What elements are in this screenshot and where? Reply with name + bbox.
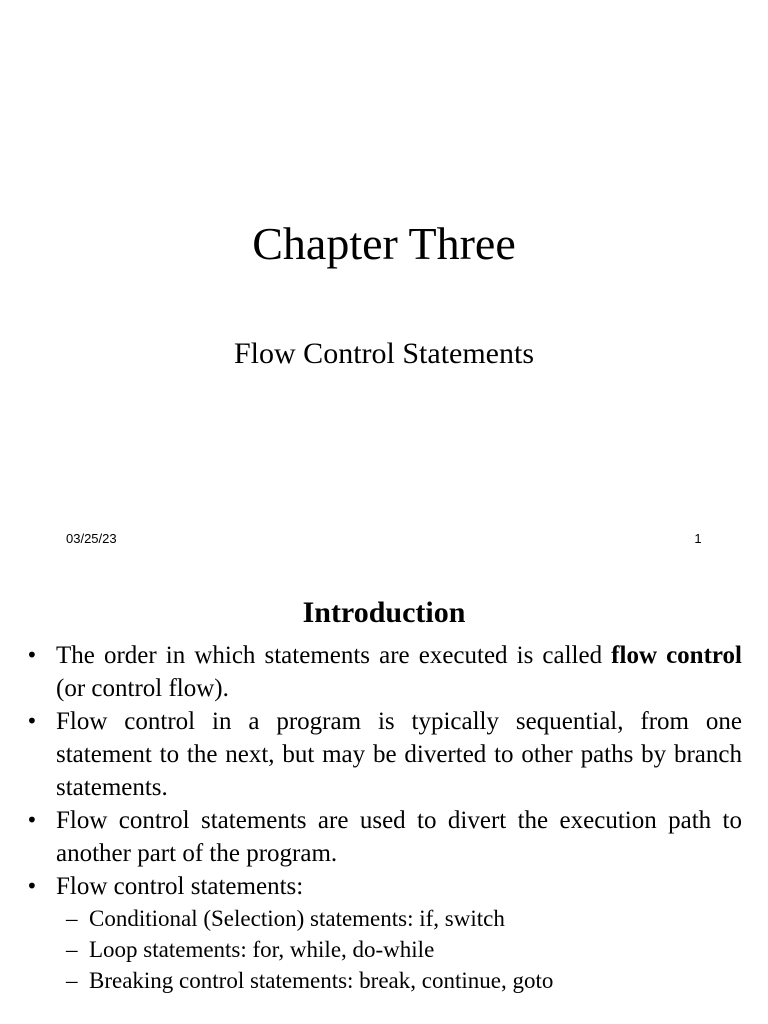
slide-date: 03/25/23 [66,531,117,546]
bullet-item [24,804,742,870]
bullet-text: Flow control in a program is typically sequential, from one statement to the next, but may be diverted to other paths by branch statements. [56,708,742,801]
bullet-icon: • [26,874,38,898]
dash-icon: – [66,906,78,931]
sub-bullet-item [56,934,742,965]
sub-bullet-text: Loop statements: for, while, do-while [89,937,435,962]
bullet-icon: • [26,808,38,832]
dash-icon: – [66,968,78,993]
bullet-bold-term: flow control [611,642,742,669]
sub-bullet-text: Breaking control statements: break, continue, goto [89,968,554,993]
bullet-text: Flow control statements are used to divert the execution path to another part of the program. [56,807,742,867]
bullet-list [24,639,742,996]
chapter-subtitle: Flow Control Statements [234,337,534,370]
bullet-item [24,705,742,804]
sub-bullet-item [56,965,742,996]
bullet-item [24,639,742,705]
introduction-slide [0,576,768,1024]
bullet-text: Flow control statements: [56,873,304,900]
section-heading: Introduction [302,596,466,629]
bullet-icon: • [26,709,38,733]
sub-bullet-item [56,903,742,934]
bullet-text: The order in which statements are executed is called [56,642,612,669]
chapter-title: Chapter Three [252,218,516,269]
bullet-item [24,870,742,996]
dash-icon: – [66,937,78,962]
page-number: 1 [694,531,702,546]
bullet-icon: • [26,643,38,667]
bullet-text: (or control flow). [56,675,229,702]
sub-bullet-text: Conditional (Selection) statements: if, switch [89,906,505,931]
sub-bullet-list [56,903,742,996]
